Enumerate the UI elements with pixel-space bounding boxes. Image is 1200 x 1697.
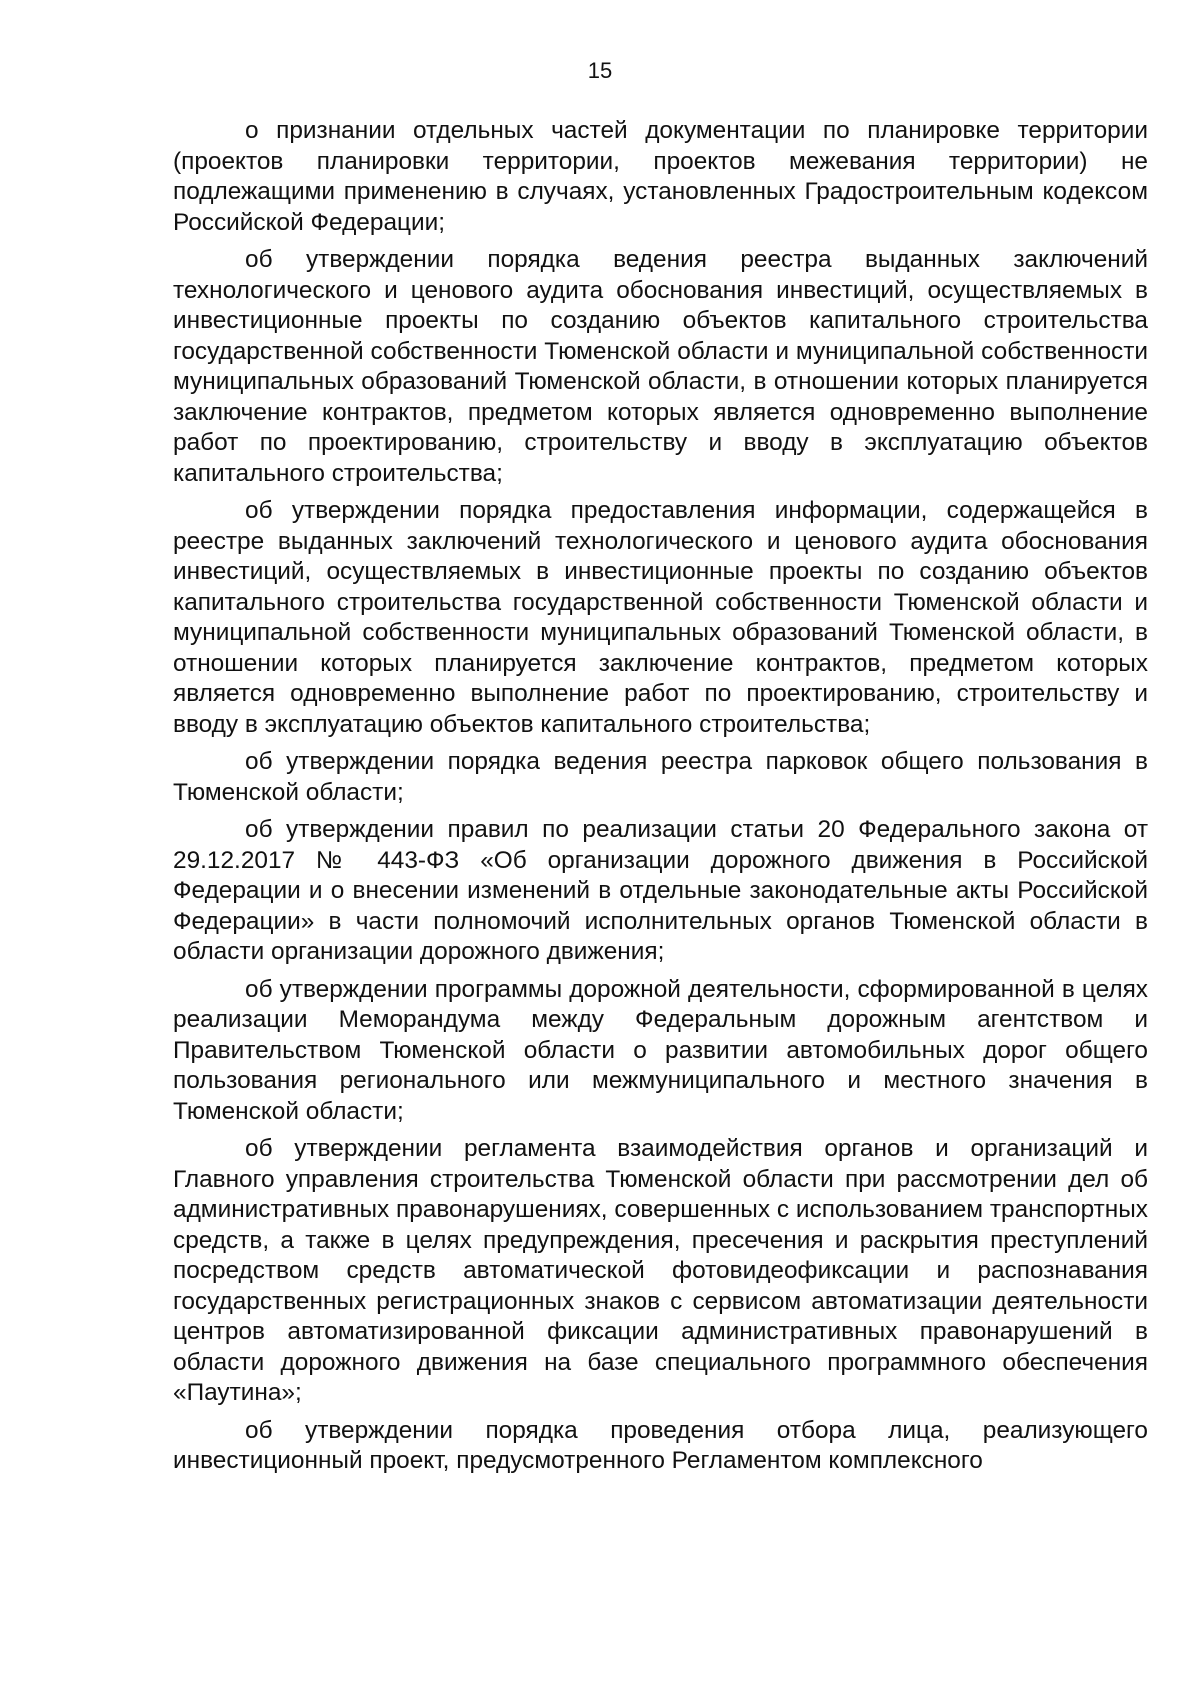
- paragraph-8: об утверждении порядка проведения отбора лица, реализующего инвестиционный проект, предусмотренного Регламентом комплексного: [173, 1416, 1148, 1474]
- paragraph-5: об утверждении правил по реализации статьи 20 Федерального закона от 29.12.2017 № 443-ФЗ «Об организации дорожного движения в Российской Федерации и о внесении изменений в отдельные законодательные акты Российской Федерации» в части полномочий исполнительных органов Тюменской области в области организации дорожного движения;: [173, 816, 1148, 965]
- document-body: [173, 116, 1148, 1484]
- paragraph-1: о признании отдельных частей документации по планировке территории (проектов планировки территории, проектов межевания территории) не подлежащими применению в случаях, установленных Градостроительным кодексом Российской Федерации;: [173, 117, 1148, 236]
- page-number: 15: [587, 58, 613, 83]
- paragraph-7: об утверждении регламента взаимодействия органов и организаций и Главного управления строительства Тюменской области при рассмотрении дел об административных правонарушениях, совершенных с использованием транспортных средств, а также в целях предупреждения, пресечения и раскрытия преступлений посредством средств автоматической фотовидеофиксации и распознавания государственных регистрационных знаков с сервисом автоматизации деятельности центров автоматизированной фиксации административных правонарушений в области дорожного движения на базе специального программного обеспечения «Паутина»;: [173, 1135, 1148, 1406]
- paragraph-6: об утверждении программы дорожной деятельности, сформированной в целях реализации Меморандума между Федеральным дорожным агентством и Правительством Тюменской области о развитии автомобильных дорог общего пользования регионального или межмуниципального и местного значения в Тюменской области;: [173, 975, 1148, 1125]
- paragraph-2: об утверждении порядка ведения реестра выданных заключений технологического и ценового аудита обоснования инвестиций, осуществляемых в инвестиционные проекты по созданию объектов капитального строительства государственной собственности Тюменской области и муниципальной собственности муниципальных образований Тюменской области, в отношении которых планируется заключение контрактов, предметом которых является одновременно выполнение работ по проектированию, строительству и вводу в эксплуатацию объектов капитального строительства;: [173, 246, 1148, 487]
- paragraph-4: об утверждении порядка ведения реестра парковок общего пользования в Тюменской области;: [173, 748, 1148, 806]
- paragraph-3: об утверждении порядка предоставления информации, содержащейся в реестре выданных заключений технологического и ценового аудита обоснования инвестиций, осуществляемых в инвестиционные проекты по созданию объектов капитального строительства государственной собственности Тюменской области и муниципальной собственности муниципальных образований Тюменской области, в отношении которых планируется заключение контрактов, предметом которых является одновременно выполнение работ по проектированию, строительству и вводу в эксплуатацию объектов капитального строительства;: [173, 497, 1148, 738]
